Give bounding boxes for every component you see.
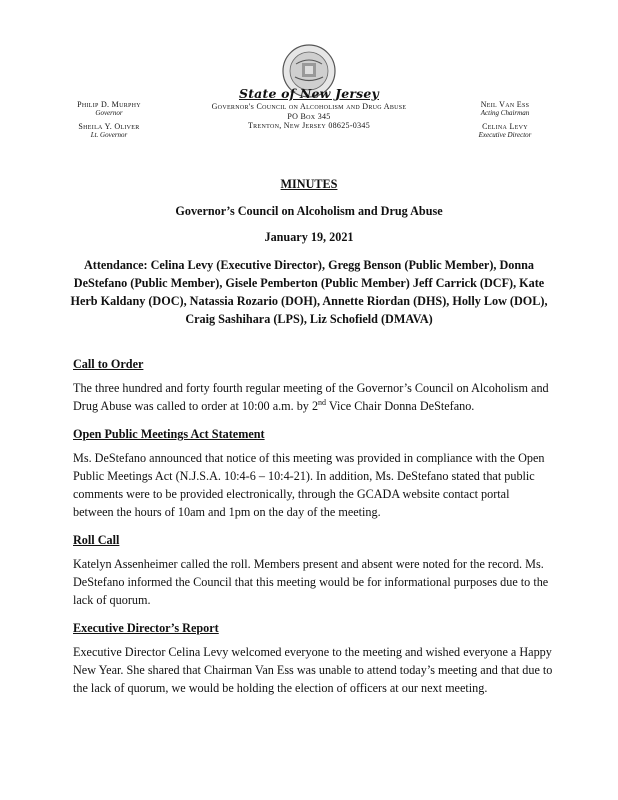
po-box: PO Box 345 (287, 111, 331, 121)
city-address: Trenton, New Jersey 08625-0345 (248, 121, 370, 130)
ordinal-suffix: nd (318, 397, 327, 407)
section-heading-executive-report: Executive Director’s Report (73, 621, 219, 635)
council-heading: Governor’s Council on Alcoholism and Drug Abuse (175, 204, 443, 218)
call-to-order-text (73, 379, 553, 415)
official-role: Lt. Governor (90, 130, 128, 139)
page-title: MINUTES (280, 177, 338, 191)
attendance-list: Attendance: Celina Levy (Executive Director), Gregg Benson (Public Member), Donna DeStefano (Public Member), Gisele Pemberton (Public Member) Jeff Carrick (DCF), Kate Herb Kaldany (DOC), Natassia Rozario (DOH), Annette Riordan (DHS), Holly Low (DOL), Craig Sashihara (LPS), Liz Schofield (DMAVA) (70, 258, 548, 326)
letterhead-address (159, 86, 459, 131)
council-name: Governor's Council on Alcoholism and Drug Abuse (211, 102, 407, 111)
call-to-order-text-a: The three hundred and forty fourth regular meeting of the Governor’s Council on Alcoholism and Drug Abuse was called to order at 10:00 a.m. by 2 (73, 381, 549, 413)
official-role: Governor (95, 109, 123, 117)
official-name: Celina Levy (482, 121, 528, 131)
roll-call-text: Katelyn Assenheimer called the roll. Members present and absent were noted for the record. Ms. DeStefano informed the Council that this meeting would be for informational purposes due to the lack of quorum. (73, 557, 549, 607)
official-role: Acting Chairman (480, 109, 530, 117)
section-heading-opma: Open Public Meetings Act Statement (73, 427, 265, 441)
letterhead-right (440, 100, 570, 143)
letterhead-left (44, 100, 174, 143)
official-name: Neil Van Ess (480, 100, 530, 109)
section-heading-roll-call: Roll Call (73, 533, 120, 547)
minutes-body (73, 355, 553, 707)
meeting-date: January 19, 2021 (264, 230, 354, 244)
opma-text: Ms. DeStefano announced that notice of this meeting was provided in compliance with the Open Public Meetings Act (N.J.S.A. 10:4-6 – 10:4-21). In addition, Ms. DeStefano stated that public comments were to be provided electronically, through the GCADA website contact portal between the hours of 10am and 1pm on the day of the meeting. (73, 451, 545, 519)
executive-report-text: Executive Director Celina Levy welcomed everyone to the meeting and wished everyone a Happy New Year. She shared that Chairman Van Ess was unable to attend today’s meeting and that due to the lack of quorum, we would be holding the election of officers at our next meeting. (73, 645, 553, 695)
official-name: Sheila Y. Oliver (78, 121, 140, 131)
state-name: State of New Jersey (238, 86, 380, 101)
official-name: Philip D. Murphy (77, 100, 141, 109)
section-heading-call-to-order: Call to Order (73, 357, 144, 371)
call-to-order-text-b: Vice Chair Donna DeStefano. (326, 399, 475, 413)
official-role: Executive Director (478, 130, 532, 139)
heading-block (60, 177, 558, 328)
